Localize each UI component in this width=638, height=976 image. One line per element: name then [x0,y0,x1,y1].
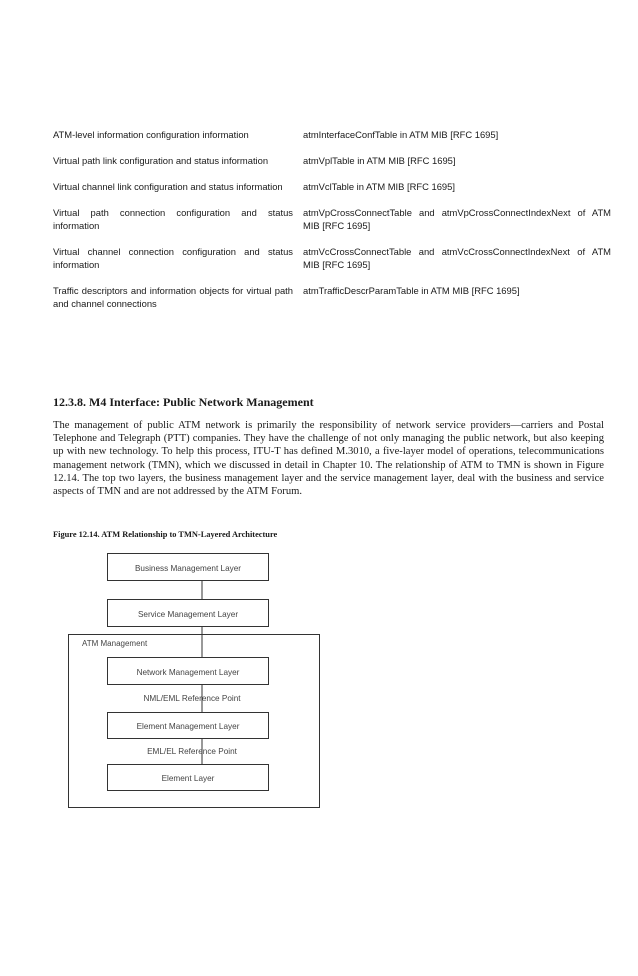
information-cell: Virtual path connection configuration and status information [53,207,293,231]
mib-source-cell: atmVclTable in ATM MIB [RFC 1695] [303,181,455,192]
table-row [53,128,611,141]
atm-mib-mapping-table [53,128,611,323]
table-row [53,180,611,193]
mib-source-cell: atmVcCrossConnectTable and atmVcCrossConnectIndexNext of ATM MIB [RFC 1695] [303,246,611,270]
figure-caption: Figure 12.14. ATM Relationship to TMN-Layered Architecture [53,530,278,539]
eml-el-reference-point-label: EML/EL Reference Point [147,747,237,756]
element-management-layer-label: Element Management Layer [136,722,240,731]
mib-source-cell: atmVplTable in ATM MIB [RFC 1695] [303,155,456,166]
table-row [53,206,611,232]
table-row [53,154,611,167]
mib-source-cell: atmVpCrossConnectTable and atmVpCrossConnectIndexNext of ATM MIB [RFC 1695] [303,207,611,231]
nml-eml-reference-point-label: NML/EML Reference Point [143,694,241,703]
service-management-layer-label: Service Management Layer [137,610,239,619]
table-row [53,245,611,271]
network-management-layer-label: Network Management Layer [136,668,240,677]
information-cell: Virtual path link configuration and status information [53,155,269,166]
element-layer-label: Element Layer [161,774,215,783]
section-heading: 12.3.8. M4 Interface: Public Network Management [53,395,314,409]
information-cell: Virtual channel connection configuration and status information [53,246,293,270]
information-cell: Traffic descriptors and information objects for virtual path and channel connections [53,285,293,309]
atm-management-label: ATM Management [82,639,148,648]
information-cell: ATM-level information configuration information [53,129,249,140]
tmn-layer-diagram [68,548,320,808]
business-management-layer-label: Business Management Layer [134,564,242,573]
table-row [53,284,611,310]
information-cell: Virtual channel link configuration and status information [53,181,283,192]
mib-source-cell: atmInterfaceConfTable in ATM MIB [RFC 1695] [303,129,499,140]
mib-source-cell: atmTrafficDescrParamTable in ATM MIB [RFC 1695] [303,285,520,296]
section-paragraph: The management of public ATM network is primarily the responsibility of network service providers—carriers and Postal Telephone and Telegraph (PTT) companies. They have the challenge of not only managing the public network, but also keeping up with new technology. To help this process, ITU-T has defined M.3010, a five-layer model of operations, telecommunications management network (TMN), which we discussed in detail in Chapter 10. The relationship of ATM to TMN is shown in Figure 12.14. The top two layers, the business management layer and the service management layer, deal with the business and service aspects of TMN and are not addressed by the ATM Forum. [53,420,604,498]
